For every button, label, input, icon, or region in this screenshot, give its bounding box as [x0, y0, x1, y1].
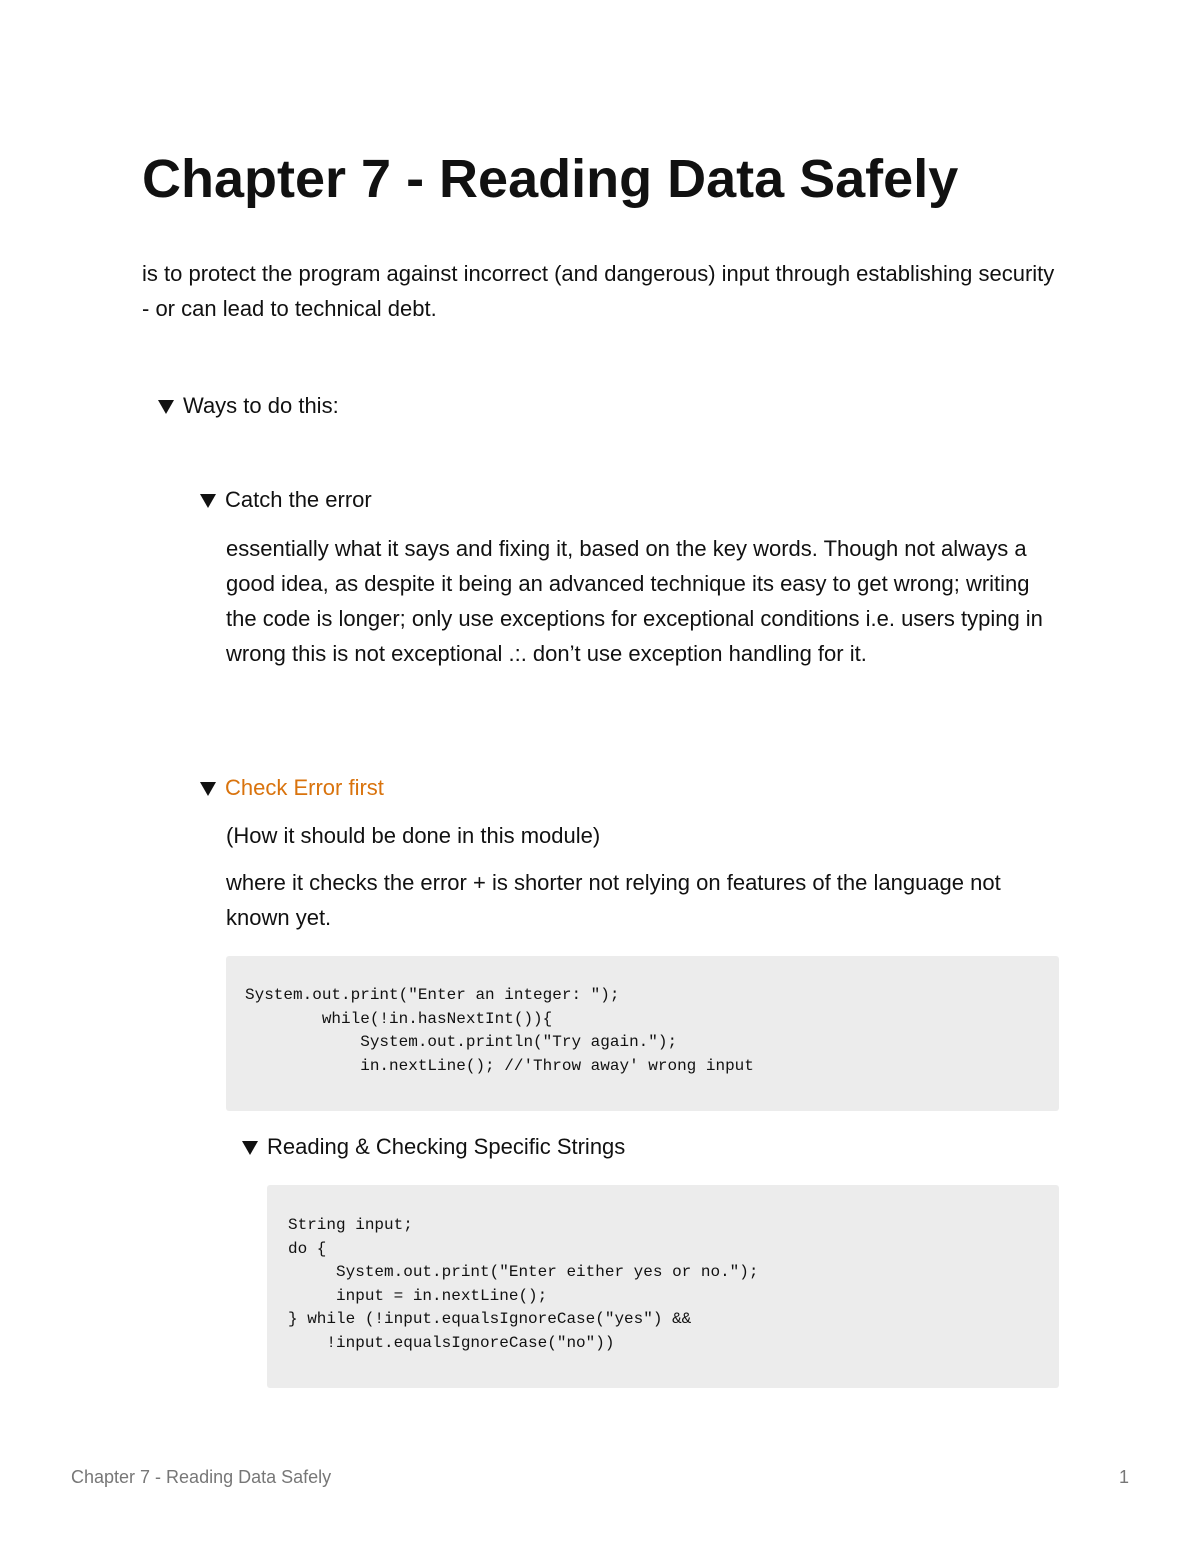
code-text: String input; do { System.out.print("Enter either yes or no."); input = in.nextLine(); } while (!input.equalsIgnoreCase("yes") && !input.equalsIgnoreCase("no"))	[288, 1216, 759, 1352]
check-error-paragraph: where it checks the error + is shorter not relying on features of the language not known yet.	[226, 870, 1001, 930]
toggle-label: Check Error first	[225, 775, 384, 800]
toggle-label: Catch the error	[225, 487, 372, 512]
triangle-down-icon[interactable]	[200, 782, 216, 796]
triangle-down-icon[interactable]	[158, 400, 174, 414]
catch-error-paragraph: essentially what it says and fixing it, based on the key words. Though not always a good idea, as despite it being an advanced technique its easy to get wrong; writing the code is longer; only use exceptions for exceptional conditions i.e. users typing in wrong this is not exceptional .:. don’t use exception handling for it.	[226, 536, 1043, 666]
triangle-down-icon[interactable]	[242, 1141, 258, 1155]
page-number: 1	[1118, 1467, 1129, 1487]
toggle-ways-to-do-this[interactable]	[158, 390, 339, 422]
code-block-integer-check	[226, 956, 1059, 1111]
toggle-check-error-first[interactable]	[200, 772, 384, 804]
code-block-string-check	[267, 1185, 1059, 1388]
triangle-down-icon[interactable]	[200, 494, 216, 508]
toggle-catch-the-error[interactable]	[200, 484, 372, 516]
intro-paragraph: is to protect the program against incorrect (and dangerous) input through establishing security - or can lead to technical debt.	[142, 261, 1055, 321]
toggle-label: Ways to do this:	[183, 393, 339, 418]
page-title: Chapter 7 - Reading Data Safely	[142, 149, 959, 209]
toggle-reading-checking-strings[interactable]	[242, 1131, 625, 1163]
code-text: System.out.print("Enter an integer: "); while(!in.hasNextInt()){ System.out.println("Try again."); in.nextLine(); //'Throw away' wrong input	[245, 986, 754, 1075]
footer-title: Chapter 7 - Reading Data Safely	[71, 1467, 332, 1487]
module-note: (How it should be done in this module)	[226, 823, 601, 848]
toggle-label: Reading & Checking Specific Strings	[267, 1134, 626, 1159]
